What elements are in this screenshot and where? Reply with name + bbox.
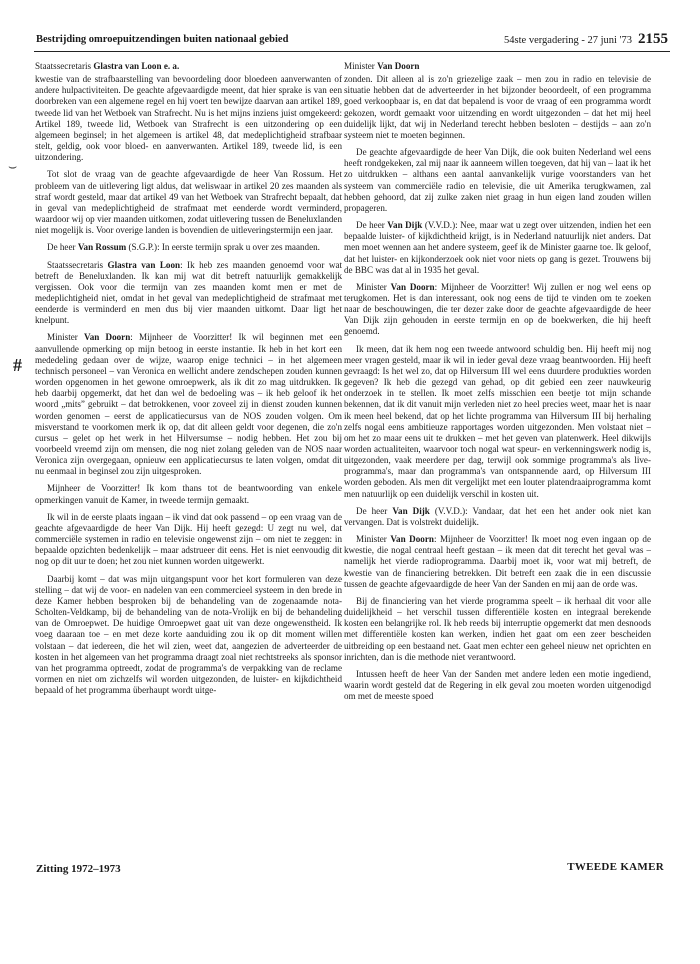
- left-column-heading: Staatssecretaris Glastra van Loon e. a.: [35, 61, 180, 71]
- session-footer: Zitting 1972–1973: [36, 863, 121, 875]
- speaker-paragraph: Minister Van Doorn: Mijnheer de Voorzitter! Wij zullen er nog wel eens op terugkomen. Het is dan interessant, ook nog eens de tijd te vinden om te zoeken naar de beschouwingen, die ter dezer zake door de geachte afgevaardigde de heer Van Dijk zijn gehouden in eerste termijn en op de boekwerken, die hij heeft genoemd.: [344, 281, 651, 337]
- paragraph: Ik wil in de eerste plaats ingaan – ik vind dat ook passend – op een vraag van de geachte afgevaardigde de heer Van Dijk. Hij heeft gezegd: U zegt nu wel, dat commerciële systemen in radio en televisie ongewenst zijn – om niet te zeggen: in bepaalde opzichten bedenkelijk – maar adstrueer dit eens. Het is niet eenvoudig dit nog op dit uur te doen; het zou niet kunnen worden uitgewerkt.: [35, 511, 342, 567]
- right-column-heading: Minister Van Doorn: [344, 61, 420, 71]
- speaker-paragraph: Minister Van Doorn: Mijnheer de Voorzitter! Ik moet nog even ingaan op de kwestie, die nogal centraal heeft gestaan – ik meen dat dit terecht het geval was – namelijk het vierde radioprogramma. Daarbij moet ik, voor wat mij betreft, de kwestie van de financiering betrekken. Dit betreft een zaak die in een discussie tussen de geachte afgevaardigde de heer Van der Sanden en mij aan de orde was.: [344, 534, 651, 589]
- paragraph: Ik meen, dat ik hem nog een tweede antwoord schuldig ben. Hij heeft mij nog meer vragen gesteld, maar ik wil in ieder geval deze vraag beantwoorden. Hij heeft gevraagd: Is het wel zo, dat op Hilversum III wel eens duurdere produkties worden gegeven? Ik heb die gezegd van gehad, op dit gebied een zeer nauwkeurig onderzoek in te stellen. Ik moet zelfs misschien een beetje tot mijn schande bekennen, dat ik dit vanuit mijn verleden niet zo heel precies weet, maar het is naar ik meen heel bekend, dat op het lichte programma van Hilversum III bij herhaling zelfs nogal eens ambitieuze rapportages worden uitgezonden. Men volstaat niet – om het zo maar eens uit te drukken – met het geven van platenwerk. Heel dikwijls worden actualiteiten, waarvoor toch nogal wat speur- en verkenningswerk nodig is, uitgezonden, vaak meerdere per dag, terwijl ook sommige programma's als live-programma's, maar dan programma's van ontspannende aard, op Hilversum III worden geboden. Als men dit vergelijkt met een louter platendraaiprogramma komt men natuurlijk op een duidelijk verschil in kosten uit.: [344, 343, 651, 499]
- paragraph: Tot slot de vraag van de geachte afgevaardigde de heer Van Rossum. Het probleem van de uitlevering ligt aldus, dat weliswaar in artikel 20 zes maanden als straf wordt gesteld, maar dat artikel 49 van het Wetboek van Strafrecht bepaalt, dat in geval van medeplichtigheid de strafmaat met eenderde wordt verminderd, waardoor wij op vier maanden uitkomen, zodat uitlevering tussen de Beneluxlanden niet mogelijk is. Voor overige landen is bovendien de uitleveringstermijn een jaar.: [35, 169, 342, 236]
- right-column: [344, 61, 651, 851]
- speaker-paragraph: De heer Van Rossum (S.G.P.): In eerste termijn sprak u over zes maanden.: [47, 242, 320, 253]
- margin-check-mark: ⌣: [8, 160, 18, 175]
- speaker-paragraph: Minister Van Doorn: Mijnheer de Voorzitter! Ik wil beginnen met een aanvullende opmerking op mijn betoog in eerste instantie. Ik heb in het kort een mededeling gedaan over de wijze, waarop enige technici – in het algemeen technisch personeel – van Veronica en wellicht andere zendschepen zouden kunnen worden opgenomen in het gewone omroepwerk, als ik dit zo mag uitdrukken. Ik heb daarbij opgemerkt, dat het dan wel de bedoeling was – ik heb geloof ik het woord „mits” gebruikt – dat betrokkenen, voor zoveel zij in dienst zouden kunnen worden genomen – eerst de applicatiecursus van de NOS zouden volgen. Om misverstand te voorkomen merk ik op, dat dit alleen geldt voor degenen, die zo'n cursus – gelet op het werk in het Hilversumse – nodig hebben. Het zou bij voorbeeld vreemd zijn om mensen, die nog niet zolang geleden van de NOS naar Veronica zijn overgegaan, opnieuw een applicatiecursus te laten volgen, omdat dit nu eenmaal in beginsel zou zijn uitgesproken.: [35, 332, 342, 477]
- running-title: Bestrijding omroepuitzendingen buiten nationaal gebied: [36, 34, 289, 45]
- chamber-footer: TWEEDE KAMER: [567, 861, 664, 873]
- paragraph: Mijnheer de Voorzitter! Ik kom thans tot de beantwoording van enkele opmerkingen vanuit de Kamer, in tweede termijn gemaakt.: [35, 483, 342, 505]
- header-rule: [34, 51, 670, 52]
- session-label: 54ste vergadering - 27 juni '73: [504, 35, 632, 46]
- paragraph: Bij de financiering van het vierde programma speelt – ik herhaal dit voor alle duidelijkheid – het verschil tussen differentiële kosten en integraal berekende kosten een belangrijke rol. Ik heb reeds bij interruptie opgemerkt dat men desnoods met differentiële kosten kan werken, indien het gaat om een zeer bescheiden uitbreiding op een bestaand net. Gaat men echter een geheel nieuw net oprichten en inrichten, dan is die methode niet verantwoord.: [344, 595, 651, 662]
- speaker-paragraph: Staatssecretaris Glastra van Loon: Ik heb zes maanden genoemd voor wat betreft de Beneluxlanden. Ik kan mij wat dit betreft natuurlijk gemakkelijk vergissen. Ook voor die termijn van zes maanden komt men er met de medeplichtigheid niet, omdat in het geval van medeplichtigheid de strafmaat met eenderde is verminderd en men dus bij vier maanden uitkomt. Daar ligt het knelpunt.: [35, 259, 342, 326]
- page-number: 2155: [638, 31, 668, 47]
- speaker-paragraph: De heer Van Dijk (V.V.D.): Nee, maar wat u zegt over uitzenden, indien het een bepaalde luister- of kijkdichtheid krijgt, is in Nederland natuurlijk niet anders. Dat men moet wennen aan het andere systeem, geef ik de Minister gaarne toe. Ik geloof, dat het luister- en kijkonderzoek ook niet voor niets op gang is gezet. Trouwens bij de BBC was dat al in 1935 het geval.: [344, 220, 651, 275]
- left-column: [35, 61, 342, 851]
- session-info: [504, 31, 668, 48]
- margin-handwritten-mark: #: [13, 355, 22, 375]
- paragraph: zonden. Dit alleen al is zo'n griezelige zaak – men zou in radio en televisie de situatie hebben dat de adverteerder in het bijzonder beoordeelt, of een programma goed verkoopbaar is, en dat dat bepalend is voor de vraag of een programma wordt gekozen, wordt gemaakt voor uitzending en wordt uitgezonden – dat het mij heel duidelijk lijkt, dat wij in Nederland terecht hebben besloten – destijds – aan zo'n systeem niet te moeten beginnen.: [344, 74, 651, 140]
- paragraph: kwestie van de strafbaarstelling van bevoordeling door bloedeen aanverwanten of andere hulpactiviteiten. De geachte afgevaardigde meent, dat hier sprake is van een doorbreken van een algemene regel en hij voert ten bewijze daarvan aan artikel 189, tweede lid van het Wetboek van Strafrecht. Nu is het mijns inziens juist omgekeerd: Artikel 189, tweede lid, Wetboek van Strafrecht is een uitzondering op een algemeen beginsel; in het algemeen is artikel 48, dat medeplichtigheid strafbaar stelt, geldig, ook voor bloed- en aanverwanten. Artikel 189, tweede lid, is een uitzondering.: [35, 74, 342, 163]
- paragraph: Daarbij komt – dat was mijn uitgangspunt voor het kort formuleren van deze stelling – dat wij de voor- en nadelen van een commercieel systeem in den brede in deze Kamer hebben besproken bij de behandeling van de zogenaamde nota-Scholten-Veldkamp, bij de behandeling van de nota-Vrolijk en bij de behandeling van de Omroepwet. De huidige Omroepwet gaat uit van deze ongewenstheid. Ik voeg daaraan toe – en met deze korte aanduiding zou ik op dit moment willen volstaan – dat iedereen, die het wil zien, weet dat, aangezien de adverteerder de kosten in het algemeen van het programma draagt zoal niet rechtstreeks als sponsor van het programma optreedt, zodat de programma's de verpakking van de reclame vormen en niet om zichzelfs wil worden uitgezonden, de luister- en kijkdichtheid bepaald of het programma überhaupt wordt uitge-: [35, 573, 342, 696]
- speaker-paragraph: De heer Van Dijk (V.V.D.): Vandaar, dat het een het ander ook niet kan vervangen. Dat is volstrekt duidelijk.: [344, 505, 651, 527]
- paragraph: De geachte afgevaardigde de heer Van Dijk, die ook buiten Nederland wel eens heeft rondgekeken, zal mij naar ik aanneem willen toegeven, dat hij van – laat ik het zo uitdrukken – althans een aantal aanvankelijk vurige voorstanders van het systeem van commerciële radio en televisie, die uit Amerika terugkwamen, zal hebben gehoord, dat zij zulke zaken niet graag in hun eigen land zouden willen propageren.: [344, 147, 651, 213]
- paragraph: Intussen heeft de heer Van der Sanden met andere leden een motie ingediend, waarin wordt gesteld dat de Regering in elk geval zou moeten worden uitgenodigd om met de meeste spoed: [344, 668, 651, 702]
